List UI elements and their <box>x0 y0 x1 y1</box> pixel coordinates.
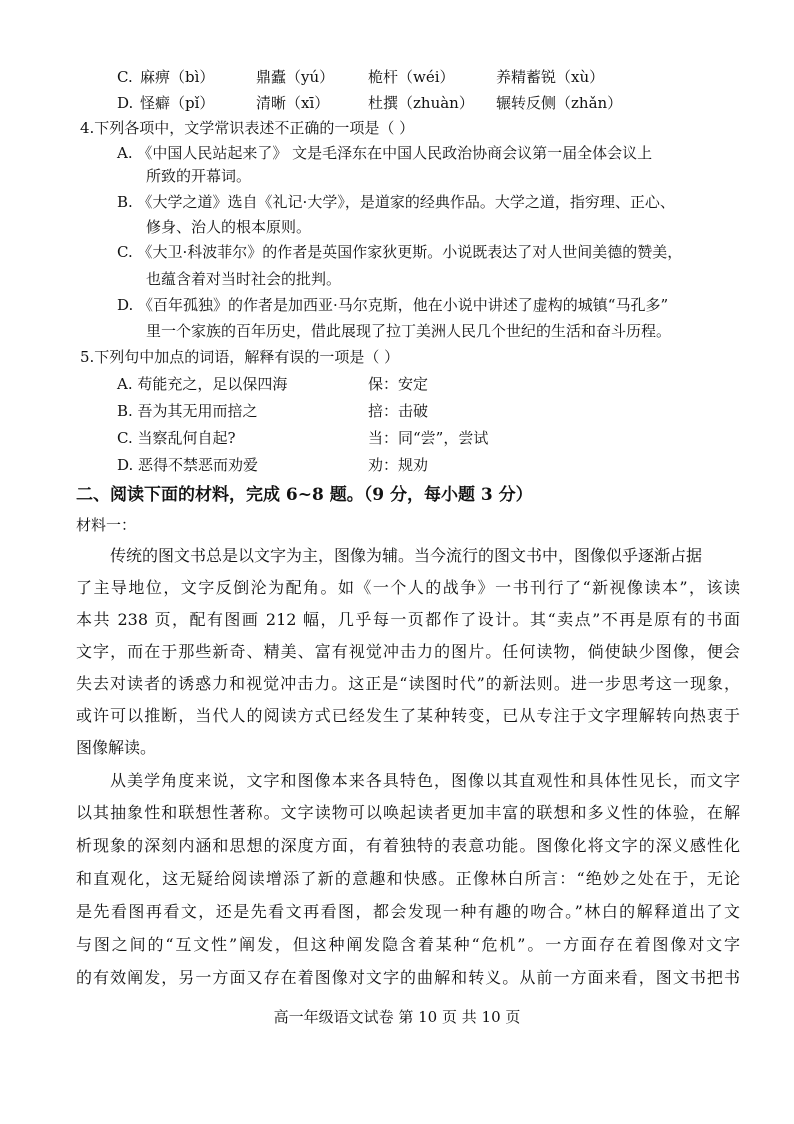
q5-sentence: C. 当察乱何自起? <box>117 429 236 447</box>
q4-option-c-line2: 也蕴含着对当时社会的批判。 <box>146 270 342 288</box>
paragraph-line: 和直观化，这无疑给阅读增添了新的意趣和快感。正像林白所言：“绝妙之处在于，无论 <box>76 869 740 888</box>
q5-explanation: 掊：击破 <box>368 402 429 420</box>
paragraph-line: 文字，而在于那些新奇、精美、富有视觉冲击力的图片。任何读物，倘使缺少图像，便会 <box>76 642 740 661</box>
q3-option-d <box>0 96 794 114</box>
q5-stem: 5.下列句中加点的词语，解释有误的一项是（ ） <box>80 348 400 366</box>
option-item: 清晰（xī） <box>256 94 330 112</box>
option-item: 麻痹（bì） <box>140 68 215 86</box>
q5-explanation: 当：同“尝”，尝试 <box>368 429 489 447</box>
q5-explanation: 劝：规劝 <box>368 456 429 474</box>
section-heading: 二、阅读下面的材料，完成 6~8 题。（9 分，每小题 3 分） <box>76 485 533 505</box>
q5-sentence: A. 苟能充之，足以保四海 <box>117 375 288 393</box>
paragraph-line: 与图之间的“互文性”阐发，但这种阐发隐含着某种“危机”。一方面存在着图像对文字 <box>76 935 740 954</box>
page-footer: 高一年级语文试卷 第 10 页 共 10 页 <box>273 1008 521 1026</box>
q4-option-a-line1: A. 《中国人民站起来了》 文是毛泽东在中国人民政治协商会议第一届全体会议上 <box>117 144 653 162</box>
paragraph-line: 传统的图文书总是以文字为主，图像为辅。当今流行的图文书中，图像似乎逐渐占据 <box>110 546 703 565</box>
q5-row-d <box>0 458 794 476</box>
q4-stem: 4.下列各项中，文学常识表述不正确的一项是（ ） <box>80 119 415 137</box>
q5-sentence: B. 吾为其无用而掊之 <box>117 402 258 420</box>
q4-option-d-line2: 里一个家族的百年历史，借此展现了拉丁美洲人民几个世纪的生活和奋斗历程。 <box>146 322 672 340</box>
option-item: 怪癖（pǐ） <box>140 94 215 112</box>
q4-option-d-line1: D. 《百年孤独》的作者是加西亚·马尔克斯，他在小说中讲述了虚构的城镇“马孔多” <box>117 296 669 314</box>
material-label: 材料一： <box>76 516 137 534</box>
q5-row-a <box>0 377 794 395</box>
paragraph-line: 了主导地位，文字反倒沦为配角。如《一个人的战争》一书刊行了“新视像读本”，该读 <box>76 578 740 597</box>
q5-row-b <box>0 404 794 422</box>
paragraph-line: 从美学角度来说，文字和图像本来各具特色，图像以其直观性和具体性见长，而文字 <box>110 771 740 790</box>
q3-option-c <box>0 70 794 88</box>
option-item: 杜撰（zhuàn） <box>368 94 474 112</box>
q4-option-c-line1: C. 《大卫·科波菲尔》的作者是英国作家狄更斯。小说既表达了对人世间美德的赞美， <box>117 243 683 261</box>
paragraph-line: 以其抽象性和联想性著称。文字读物可以唤起读者更加丰富的联想和多义性的体验，在解 <box>76 803 740 822</box>
option-letter: D. <box>117 94 134 112</box>
q4-option-b-line1: B. 《大学之道》选自《礼记·大学》，是道家的经典作品。大学之道，指穷理、正心、 <box>117 193 675 211</box>
paragraph-line: 图像解读。 <box>76 738 157 757</box>
option-letter: C. <box>117 68 133 86</box>
option-item: 养精蓄锐（xù） <box>496 68 605 86</box>
option-item: 桅杆（wéi） <box>368 68 455 86</box>
q5-row-c <box>0 431 794 449</box>
option-item: 鼎蠹（yú） <box>256 68 335 86</box>
q4-option-a-line2: 所致的开幕词。 <box>146 167 252 185</box>
paragraph-line: 析现象的深刻内涵和思想的深度方面，有着独特的表意功能。图像化将文字的深义感性化 <box>76 836 740 855</box>
q5-sentence: D. 恶得不禁恶而劝爱 <box>117 456 259 474</box>
option-item: 辗转反侧（zhǎn） <box>496 94 623 112</box>
q4-option-b-line2: 修身、治人的根本原则。 <box>146 218 312 236</box>
paragraph-line: 失去对读者的诱惑力和视觉冲击力。这正是“读图时代”的新法则。进一步思考这一现象， <box>76 674 740 693</box>
paragraph-line: 是先看图再看文，还是先看文再看图，都会发现一种有趣的吻合。”林白的解释道出了文 <box>76 902 740 921</box>
paragraph-line: 或许可以推断，当代人的阅读方式已经发生了某种转变，已从专注于文字理解转向热衷于 <box>76 706 740 725</box>
q5-explanation: 保：安定 <box>368 375 429 393</box>
paragraph-line: 本共 238 页，配有图画 212 幅，几乎每一页都作了设计。其“卖点”不再是原有的书面 <box>76 610 740 629</box>
paragraph-line: 的有效阐发，另一方面又存在着图像对文字的曲解和转义。从前一方面来看，图文书把书 <box>76 968 740 987</box>
